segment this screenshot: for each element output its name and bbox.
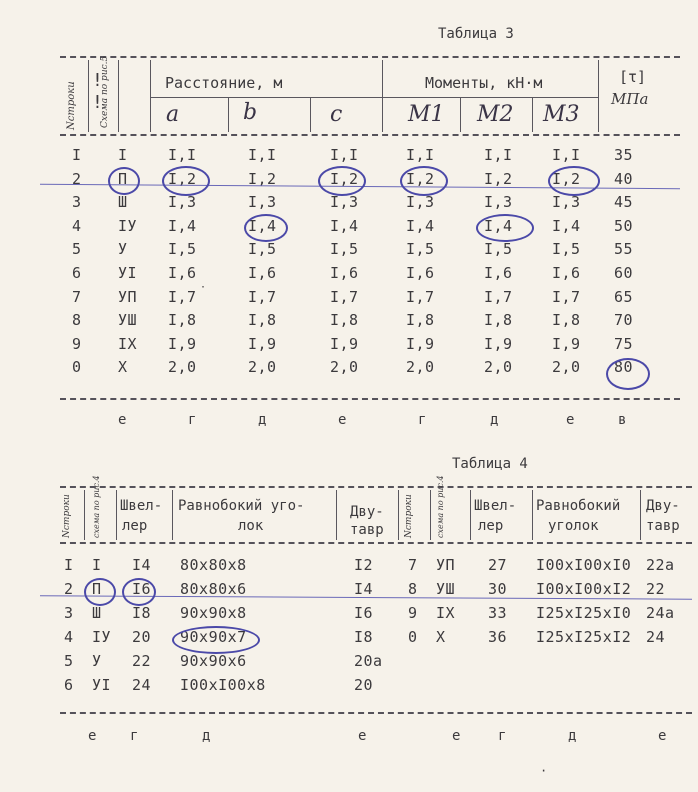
table4-cell: X xyxy=(436,628,446,646)
circle-mark xyxy=(108,167,140,195)
table3-cell: I,9 xyxy=(330,334,359,353)
table3-cell: I,6 xyxy=(406,264,435,282)
table4-cell: 90x90x7 xyxy=(180,628,247,646)
table3-cell: I,7 xyxy=(330,287,359,306)
table4-cell: 0 xyxy=(408,628,418,646)
divider xyxy=(430,490,431,540)
table3-cell: I,I xyxy=(248,146,277,164)
angle-header-b: Равнобокий xyxy=(536,498,621,514)
table4-cell: 7 xyxy=(408,556,418,574)
table3-cell: Ш xyxy=(118,193,128,212)
divider xyxy=(150,60,151,132)
table3-cell: X xyxy=(118,358,128,377)
table4-top-rule xyxy=(60,486,692,488)
table3-cell: 35 xyxy=(614,146,634,164)
table4-cell: I4 xyxy=(354,580,374,598)
table3-cell: I,9 xyxy=(168,334,197,353)
table3-footer-letter: е xyxy=(338,412,347,428)
ibeam-header-b: Дву- xyxy=(646,498,680,514)
table3-cell: I,8 xyxy=(484,311,513,330)
table3-cell: 6 xyxy=(72,264,82,282)
table4-cell: I00xI00xI2 xyxy=(536,580,632,598)
divider xyxy=(228,97,229,132)
table4-cell: 80x80x6 xyxy=(180,580,247,598)
table3-cell: I,5 xyxy=(248,240,277,259)
table3-footer-letter: е xyxy=(566,412,575,428)
circle-mark xyxy=(400,166,448,196)
table4-cell: 24а xyxy=(646,604,675,622)
table3-cell: I,8 xyxy=(330,311,359,330)
table4-cell: УШ xyxy=(436,580,456,598)
circle-mark xyxy=(606,358,650,390)
table4-cell: 4 xyxy=(64,628,74,646)
angle-header-b-2: уголок xyxy=(548,518,599,534)
divider xyxy=(88,60,89,132)
table3-cell: I,6 xyxy=(248,264,277,282)
table4-cell: 36 xyxy=(488,628,508,646)
table4-footer-letter: г xyxy=(498,728,507,744)
subheader-m2: M2 xyxy=(477,102,514,127)
table3-cell: I,4 xyxy=(406,216,435,235)
divider xyxy=(460,97,461,132)
table3-cell: I,4 xyxy=(552,216,581,235)
table3-cell: I,8 xyxy=(552,311,581,330)
angle-header: Равнобокий уго- xyxy=(178,498,305,514)
table3-cell: I,I xyxy=(406,146,435,164)
table4-cell: IX xyxy=(436,604,456,622)
table3-cell: I,3 xyxy=(406,193,435,212)
table3-cell: I,4 xyxy=(168,216,197,235)
table3-cell: П xyxy=(118,169,128,188)
divider xyxy=(84,490,85,540)
table3-footer-letter: д xyxy=(490,412,499,428)
table3-cell: I,I xyxy=(168,146,197,164)
table4-footer-letter: д xyxy=(202,728,211,744)
table4-cell: 5 xyxy=(64,652,74,670)
circle-mark xyxy=(122,578,156,606)
stray-dot: · xyxy=(540,764,548,778)
table3-top-rule xyxy=(60,56,680,58)
subheader-c: c xyxy=(330,102,343,127)
channel-header-b: Швел- xyxy=(474,498,517,514)
table3-cell: 70 xyxy=(614,311,634,330)
table4-cell: УП xyxy=(436,556,456,574)
table4-cell: 90x90x6 xyxy=(180,652,247,670)
table4-cell: 2 xyxy=(64,580,74,598)
circle-mark xyxy=(318,166,366,196)
table4-cell: Ш xyxy=(92,604,102,622)
table4-cell: I4 xyxy=(132,556,152,574)
table4-cell: 24 xyxy=(132,676,152,694)
table3-cell: I,2 xyxy=(168,169,197,188)
row-number-header: Nстроки xyxy=(66,81,77,130)
table3-cell: 55 xyxy=(614,240,634,259)
table3-cell: УI xyxy=(118,264,138,282)
table3-cell: I,4 xyxy=(248,216,277,235)
divider xyxy=(116,490,117,540)
channel-header: Швел- xyxy=(120,498,163,514)
table4-cell: УI xyxy=(92,676,112,694)
channel-header-2: лер xyxy=(122,518,148,534)
table3-cell: I,2 xyxy=(406,169,435,188)
exclaim-mark: ! ! xyxy=(92,70,103,113)
table4-footer-letter: е xyxy=(452,728,461,744)
stray-dot: · xyxy=(200,282,207,293)
table3-cell: I,5 xyxy=(484,240,513,259)
table4-cell: 27 xyxy=(488,556,508,574)
table4-cell: 22 xyxy=(646,580,666,598)
divider xyxy=(640,490,641,540)
stress-header: [τ] xyxy=(619,68,647,86)
table4-cell: I25xI25xI0 xyxy=(536,604,632,622)
table4-footer-letter: г xyxy=(130,728,139,744)
circle-mark xyxy=(162,166,210,196)
table3-cell: I,I xyxy=(552,146,581,164)
divider xyxy=(172,490,173,540)
row-number-header-b: Nстроки xyxy=(404,494,414,538)
table3-cell: I,8 xyxy=(406,311,435,330)
table4-cell: 8 xyxy=(408,580,418,598)
table3-cell: I,5 xyxy=(168,240,197,259)
table3-cell: I xyxy=(118,146,128,164)
row-number-header: Nстроки xyxy=(62,494,72,538)
ibeam-header-b-2: тавр xyxy=(646,518,680,534)
table4-cell: I8 xyxy=(132,604,152,622)
table4-cell: I2 xyxy=(354,556,374,574)
table3-cell: I,3 xyxy=(330,193,359,212)
table3-cell: 50 xyxy=(614,216,634,235)
table4-cell: I00xI00xI0 xyxy=(536,556,632,574)
schema-header: Схема по рис.5 xyxy=(100,55,110,128)
divider xyxy=(470,490,471,540)
table3-cell: I,9 xyxy=(552,334,581,353)
table3-cell: 2,0 xyxy=(484,358,513,377)
table3-cell: I,6 xyxy=(330,264,359,282)
table4-cell: I xyxy=(92,556,102,574)
table3-cell: 2,0 xyxy=(552,358,581,377)
table3-header-rule xyxy=(60,134,680,136)
table3-cell: I,7 xyxy=(168,287,197,306)
divider xyxy=(398,490,399,540)
table3-cell: I,5 xyxy=(330,240,359,259)
table3-cell: 45 xyxy=(614,193,634,212)
table3-bottom-rule xyxy=(60,398,680,400)
table3-cell: I,7 xyxy=(552,287,581,306)
table4-cell: 9 xyxy=(408,604,418,622)
subheader-m1: M1 xyxy=(408,102,445,127)
table4-cell: 20а xyxy=(354,652,383,670)
table3-cell: УП xyxy=(118,287,138,306)
table4-cell: 80x80x8 xyxy=(180,556,247,574)
table3-cell: УШ xyxy=(118,311,138,330)
table3-cell: I,9 xyxy=(406,334,435,353)
stress-unit: МПа xyxy=(611,90,649,108)
table3-cell: I,2 xyxy=(330,169,359,188)
moments-header: Моменты, кН·м xyxy=(425,74,543,92)
table3-cell: I,7 xyxy=(484,287,513,306)
table3-cell: I,4 xyxy=(484,216,513,235)
table4-cell: 20 xyxy=(132,628,152,646)
divider xyxy=(118,60,119,132)
table3-cell: I,7 xyxy=(248,287,277,306)
table4-cell: I8 xyxy=(354,628,374,646)
ibeam-header-2: тавр xyxy=(350,522,384,538)
table4-cell: I25xI25xI2 xyxy=(536,628,632,646)
table4-cell: I xyxy=(64,556,74,574)
table4-cell: I6 xyxy=(132,580,152,598)
table3-cell: 2 xyxy=(72,169,82,188)
table3-cell: 65 xyxy=(614,287,634,306)
circle-mark xyxy=(476,214,534,242)
table3-footer-letter: г xyxy=(188,412,197,428)
table3-cell: I,5 xyxy=(552,240,581,259)
table3-cell: I,5 xyxy=(406,240,435,259)
subheader-m3: M3 xyxy=(543,102,580,127)
ibeam-header: Дву- xyxy=(350,504,384,520)
table3-cell: 7 xyxy=(72,287,82,306)
divider xyxy=(598,60,599,132)
table3-cell: I,4 xyxy=(330,216,359,235)
table4-bottom-rule xyxy=(60,712,692,714)
table4-cell: У xyxy=(92,652,102,670)
table3-cell: I,8 xyxy=(168,311,197,330)
table3-cell: 5 xyxy=(72,240,82,259)
table3-cell: 2,0 xyxy=(330,358,359,377)
table3-footer-letter: е xyxy=(118,412,127,428)
circle-mark xyxy=(244,214,288,242)
subheader-b: b xyxy=(243,100,258,125)
table4-footer-letter: д xyxy=(568,728,577,744)
table4-cell: 22 xyxy=(132,652,152,670)
divider xyxy=(150,97,598,98)
table4-cell: 33 xyxy=(488,604,508,622)
table3-cell: 9 xyxy=(72,334,82,353)
table3-cell: 2,0 xyxy=(168,358,197,377)
table3-cell: I,7 xyxy=(406,287,435,306)
circle-mark xyxy=(172,626,260,654)
divider xyxy=(532,97,533,132)
table3-cell: IУ xyxy=(118,216,138,235)
channel-header-b-2: лер xyxy=(478,518,504,534)
table4-cell: 24 xyxy=(646,628,666,646)
table4-footer-letter: е xyxy=(88,728,97,744)
table3-cell: I,I xyxy=(330,146,359,164)
table3-cell: I,8 xyxy=(248,311,277,330)
table3-cell: I,3 xyxy=(484,193,513,212)
table3-cell: I,9 xyxy=(248,334,277,353)
table3-cell: 75 xyxy=(614,334,634,353)
circle-mark xyxy=(84,578,116,606)
table3-cell: I,3 xyxy=(248,193,277,212)
angle-header-2: лок xyxy=(238,518,264,534)
table4-cell: I6 xyxy=(354,604,374,622)
divider xyxy=(382,60,383,132)
table4-cell: 22а xyxy=(646,556,675,574)
table3-cell: I,6 xyxy=(168,264,197,282)
table4-cell: 90x90x8 xyxy=(180,604,247,622)
table3-cell: 4 xyxy=(72,216,82,235)
table4-title: Таблица 4 xyxy=(452,456,528,472)
table3-cell: I,9 xyxy=(484,334,513,353)
table3-title: Таблица 3 xyxy=(438,26,514,42)
table3-cell: 40 xyxy=(614,169,634,188)
table3-footer-letter: г xyxy=(418,412,427,428)
table3-cell: 2,0 xyxy=(248,358,277,377)
circle-mark xyxy=(548,166,600,196)
table3-cell: I,3 xyxy=(552,193,581,212)
table3-footer-letter: в xyxy=(618,412,627,428)
table4-cell: П xyxy=(92,580,102,598)
table4-cell: 6 xyxy=(64,676,74,694)
table3-cell: 0 xyxy=(72,358,82,377)
table3-footer-letter: д xyxy=(258,412,267,428)
subheader-a: a xyxy=(166,102,180,127)
table3-cell: 3 xyxy=(72,193,82,212)
table3-cell: I xyxy=(72,146,82,164)
table4-cell: 3 xyxy=(64,604,74,622)
distance-header: Расстояние, м xyxy=(165,74,283,92)
divider xyxy=(532,490,533,540)
table3-cell: 8 xyxy=(72,311,82,330)
table3-cell: I,6 xyxy=(484,264,513,282)
table3-cell: 80 xyxy=(614,358,634,377)
table3-cell: 60 xyxy=(614,264,634,282)
table4-cell: 20 xyxy=(354,676,374,694)
table3-cell: У xyxy=(118,240,128,259)
divider xyxy=(336,490,337,540)
table3-cell: I,6 xyxy=(552,264,581,282)
table3-cell: I,2 xyxy=(552,169,581,188)
table4-cell: IУ xyxy=(92,628,112,646)
schema-header-b: схема по рис.4 xyxy=(436,475,445,538)
table3-cell: I,3 xyxy=(168,193,197,212)
table4-footer-letter: е xyxy=(358,728,367,744)
schema-header: схема по рис.4 xyxy=(92,475,101,538)
table4-cell: 30 xyxy=(488,580,508,598)
table3-cell: IX xyxy=(118,334,138,353)
table4-footer-letter: е xyxy=(658,728,667,744)
table3-cell: I,2 xyxy=(248,169,277,188)
table4-header-rule xyxy=(60,542,692,544)
table4-cell: I00xI00x8 xyxy=(180,676,266,694)
table3-cell: 2,0 xyxy=(406,358,435,377)
table3-cell: I,I xyxy=(484,146,513,164)
table3-cell: I,2 xyxy=(484,169,513,188)
divider xyxy=(310,97,311,132)
